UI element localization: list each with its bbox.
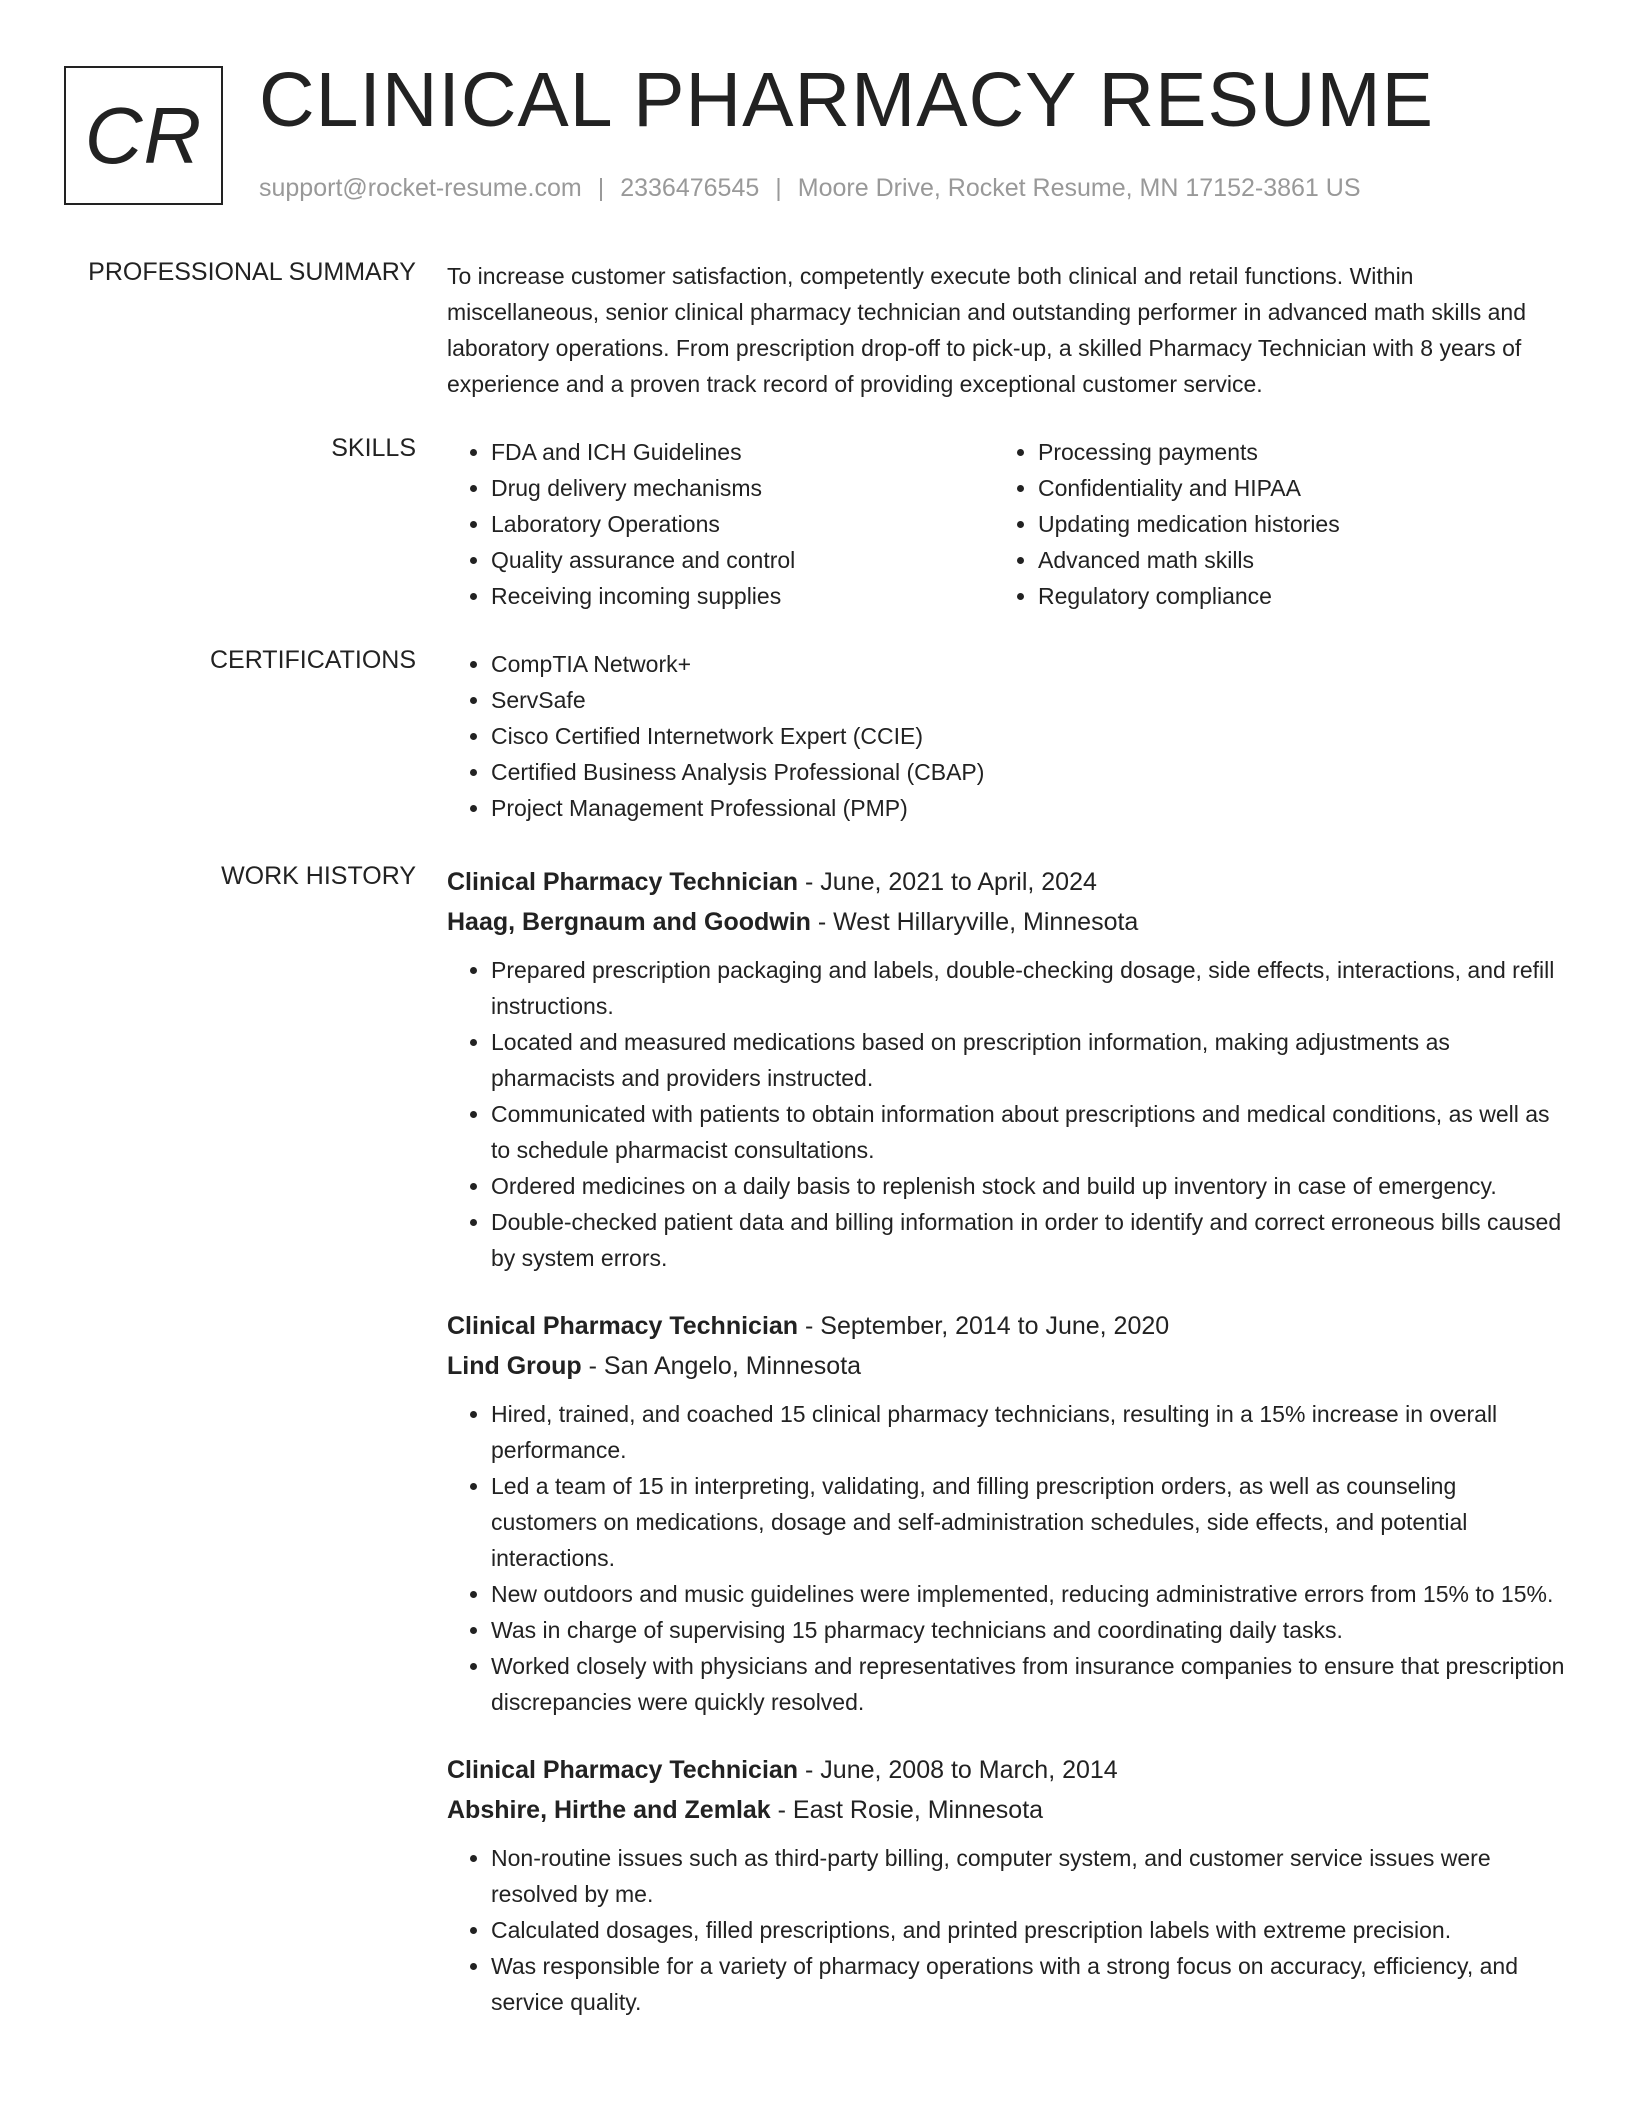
contact-line [259, 174, 1361, 203]
certifications-list [447, 646, 1567, 826]
job-bullet: • Calculated dosages, filled prescriptions, and printed prescription labels with extreme precision. [491, 1912, 1567, 1948]
job-title-line [447, 1306, 1567, 1346]
contact-separator: | [597, 174, 605, 202]
job-title: Clinical Pharmacy Technician [447, 1756, 799, 1784]
job-dates: - September, 2014 to June, 2020 [805, 1312, 1170, 1340]
monogram-text: CR [84, 90, 203, 180]
section-label-certifications: CERTIFICATIONS [209, 646, 416, 674]
job-bullet: • New outdoors and music guidelines were implemented, reducing administrative errors from 15% to 15%. [491, 1576, 1567, 1612]
job-employer: Lind Group [447, 1352, 582, 1380]
job-bullet: • Was in charge of supervising 15 pharmacy technicians and coordinating daily tasks. [491, 1612, 1567, 1648]
certification-item: • Certified Business Analysis Professional (CBAP) [491, 754, 1567, 790]
skill-item: • Receiving incoming supplies [491, 578, 1011, 614]
job-location: - East Rosie, Minnesota [777, 1796, 1044, 1824]
job-title: Clinical Pharmacy Technician [447, 868, 799, 896]
section-label-work-history: WORK HISTORY [221, 862, 416, 890]
summary-text: To increase customer satisfaction, competently execute both clinical and retail functions. Within miscellaneous, senior clinical pharmacy technician and outstanding performer in advanced math skills and laboratory operations. From prescription drop-off to pick-up, a skilled Pharmacy Technician with 8 years of experience and a proven track record of providing exceptional customer service. [447, 263, 1527, 397]
contact-phone: 2336476545 [620, 174, 760, 202]
job-bullets [447, 1840, 1567, 2020]
skill-item: • Processing payments [1038, 434, 1558, 470]
job-employer-line [447, 902, 1567, 942]
work-history-body [447, 862, 1567, 2050]
job-entry [447, 1750, 1567, 2020]
job-bullet: • Communicated with patients to obtain information about prescriptions and medical conditions, as well as to schedule pharmacist consultations. [491, 1096, 1567, 1168]
skill-item: • Quality assurance and control [491, 542, 1011, 578]
certification-item: • Project Management Professional (PMP) [491, 790, 1567, 826]
summary-body [447, 258, 1567, 402]
job-title-line [447, 1750, 1567, 1790]
job-bullet: • Hired, trained, and coached 15 clinical pharmacy technicians, resulting in a 15% increase in overall performance. [491, 1396, 1567, 1468]
job-dates: - June, 2021 to April, 2024 [805, 868, 1097, 896]
job-bullet: • Prepared prescription packaging and labels, double-checking dosage, side effects, interactions, and refill instructions. [491, 952, 1567, 1024]
skill-item: • FDA and ICH Guidelines [491, 434, 1011, 470]
skill-item: • Advanced math skills [1038, 542, 1558, 578]
monogram-logo [64, 66, 223, 205]
job-employer-line [447, 1790, 1567, 1830]
job-entry [447, 1306, 1567, 1720]
job-dates: - June, 2008 to March, 2014 [805, 1756, 1118, 1784]
certification-item: • ServSafe [491, 682, 1567, 718]
contact-address: Moore Drive, Rocket Resume, MN 17152-3861 US [797, 174, 1361, 202]
job-bullet: • Led a team of 15 in interpreting, validating, and filling prescription orders, as well as counseling customers on medications, dosage and self-administration schedules, side effects, and potential interactions. [491, 1468, 1567, 1576]
job-bullet: • Worked closely with physicians and representatives from insurance companies to ensure that prescription discrepancies were quickly resolved. [491, 1648, 1567, 1720]
section-label-summary: PROFESSIONAL SUMMARY [88, 258, 416, 286]
contact-email: support@rocket-resume.com [259, 174, 582, 202]
skill-item: • Laboratory Operations [491, 506, 1011, 542]
skill-item: • Updating medication histories [1038, 506, 1558, 542]
job-bullet: • Was responsible for a variety of pharmacy operations with a strong focus on accuracy, efficiency, and service quality. [491, 1948, 1567, 2020]
job-employer: Abshire, Hirthe and Zemlak [447, 1796, 771, 1824]
job-location: - West Hillaryville, Minnesota [817, 908, 1139, 936]
job-bullets [447, 952, 1567, 1276]
section-label-skills: SKILLS [331, 434, 416, 462]
certifications-body [447, 646, 1567, 826]
job-bullets [447, 1396, 1567, 1720]
certification-item: • Cisco Certified Internetwork Expert (CCIE) [491, 718, 1567, 754]
job-bullet: • Ordered medicines on a daily basis to replenish stock and build up inventory in case of emergency. [491, 1168, 1567, 1204]
resume-title: CLINICAL PHARMACY RESUME [259, 57, 1434, 143]
job-title-line [447, 862, 1567, 902]
certification-item: • CompTIA Network+ [491, 646, 1567, 682]
job-employer-line [447, 1346, 1567, 1386]
job-entry [447, 862, 1567, 1276]
job-bullet: • Located and measured medications based on prescription information, making adjustments as pharmacists and providers instructed. [491, 1024, 1567, 1096]
skill-item: • Regulatory compliance [1038, 578, 1558, 614]
job-bullet: • Non-routine issues such as third-party billing, computer system, and customer service issues were resolved by me. [491, 1840, 1567, 1912]
contact-separator: | [775, 174, 782, 202]
job-bullet: • Double-checked patient data and billing information in order to identify and correct erroneous bills caused by system errors. [491, 1204, 1567, 1276]
skill-item: • Drug delivery mechanisms [491, 470, 1011, 506]
job-location: - San Angelo, Minnesota [588, 1352, 862, 1380]
job-title: Clinical Pharmacy Technician [447, 1312, 799, 1340]
skill-item: • Confidentiality and HIPAA [1038, 470, 1558, 506]
skills-list-left [447, 434, 1011, 614]
skills-list-right [994, 434, 1558, 614]
job-employer: Haag, Bergnaum and Goodwin [447, 908, 811, 936]
